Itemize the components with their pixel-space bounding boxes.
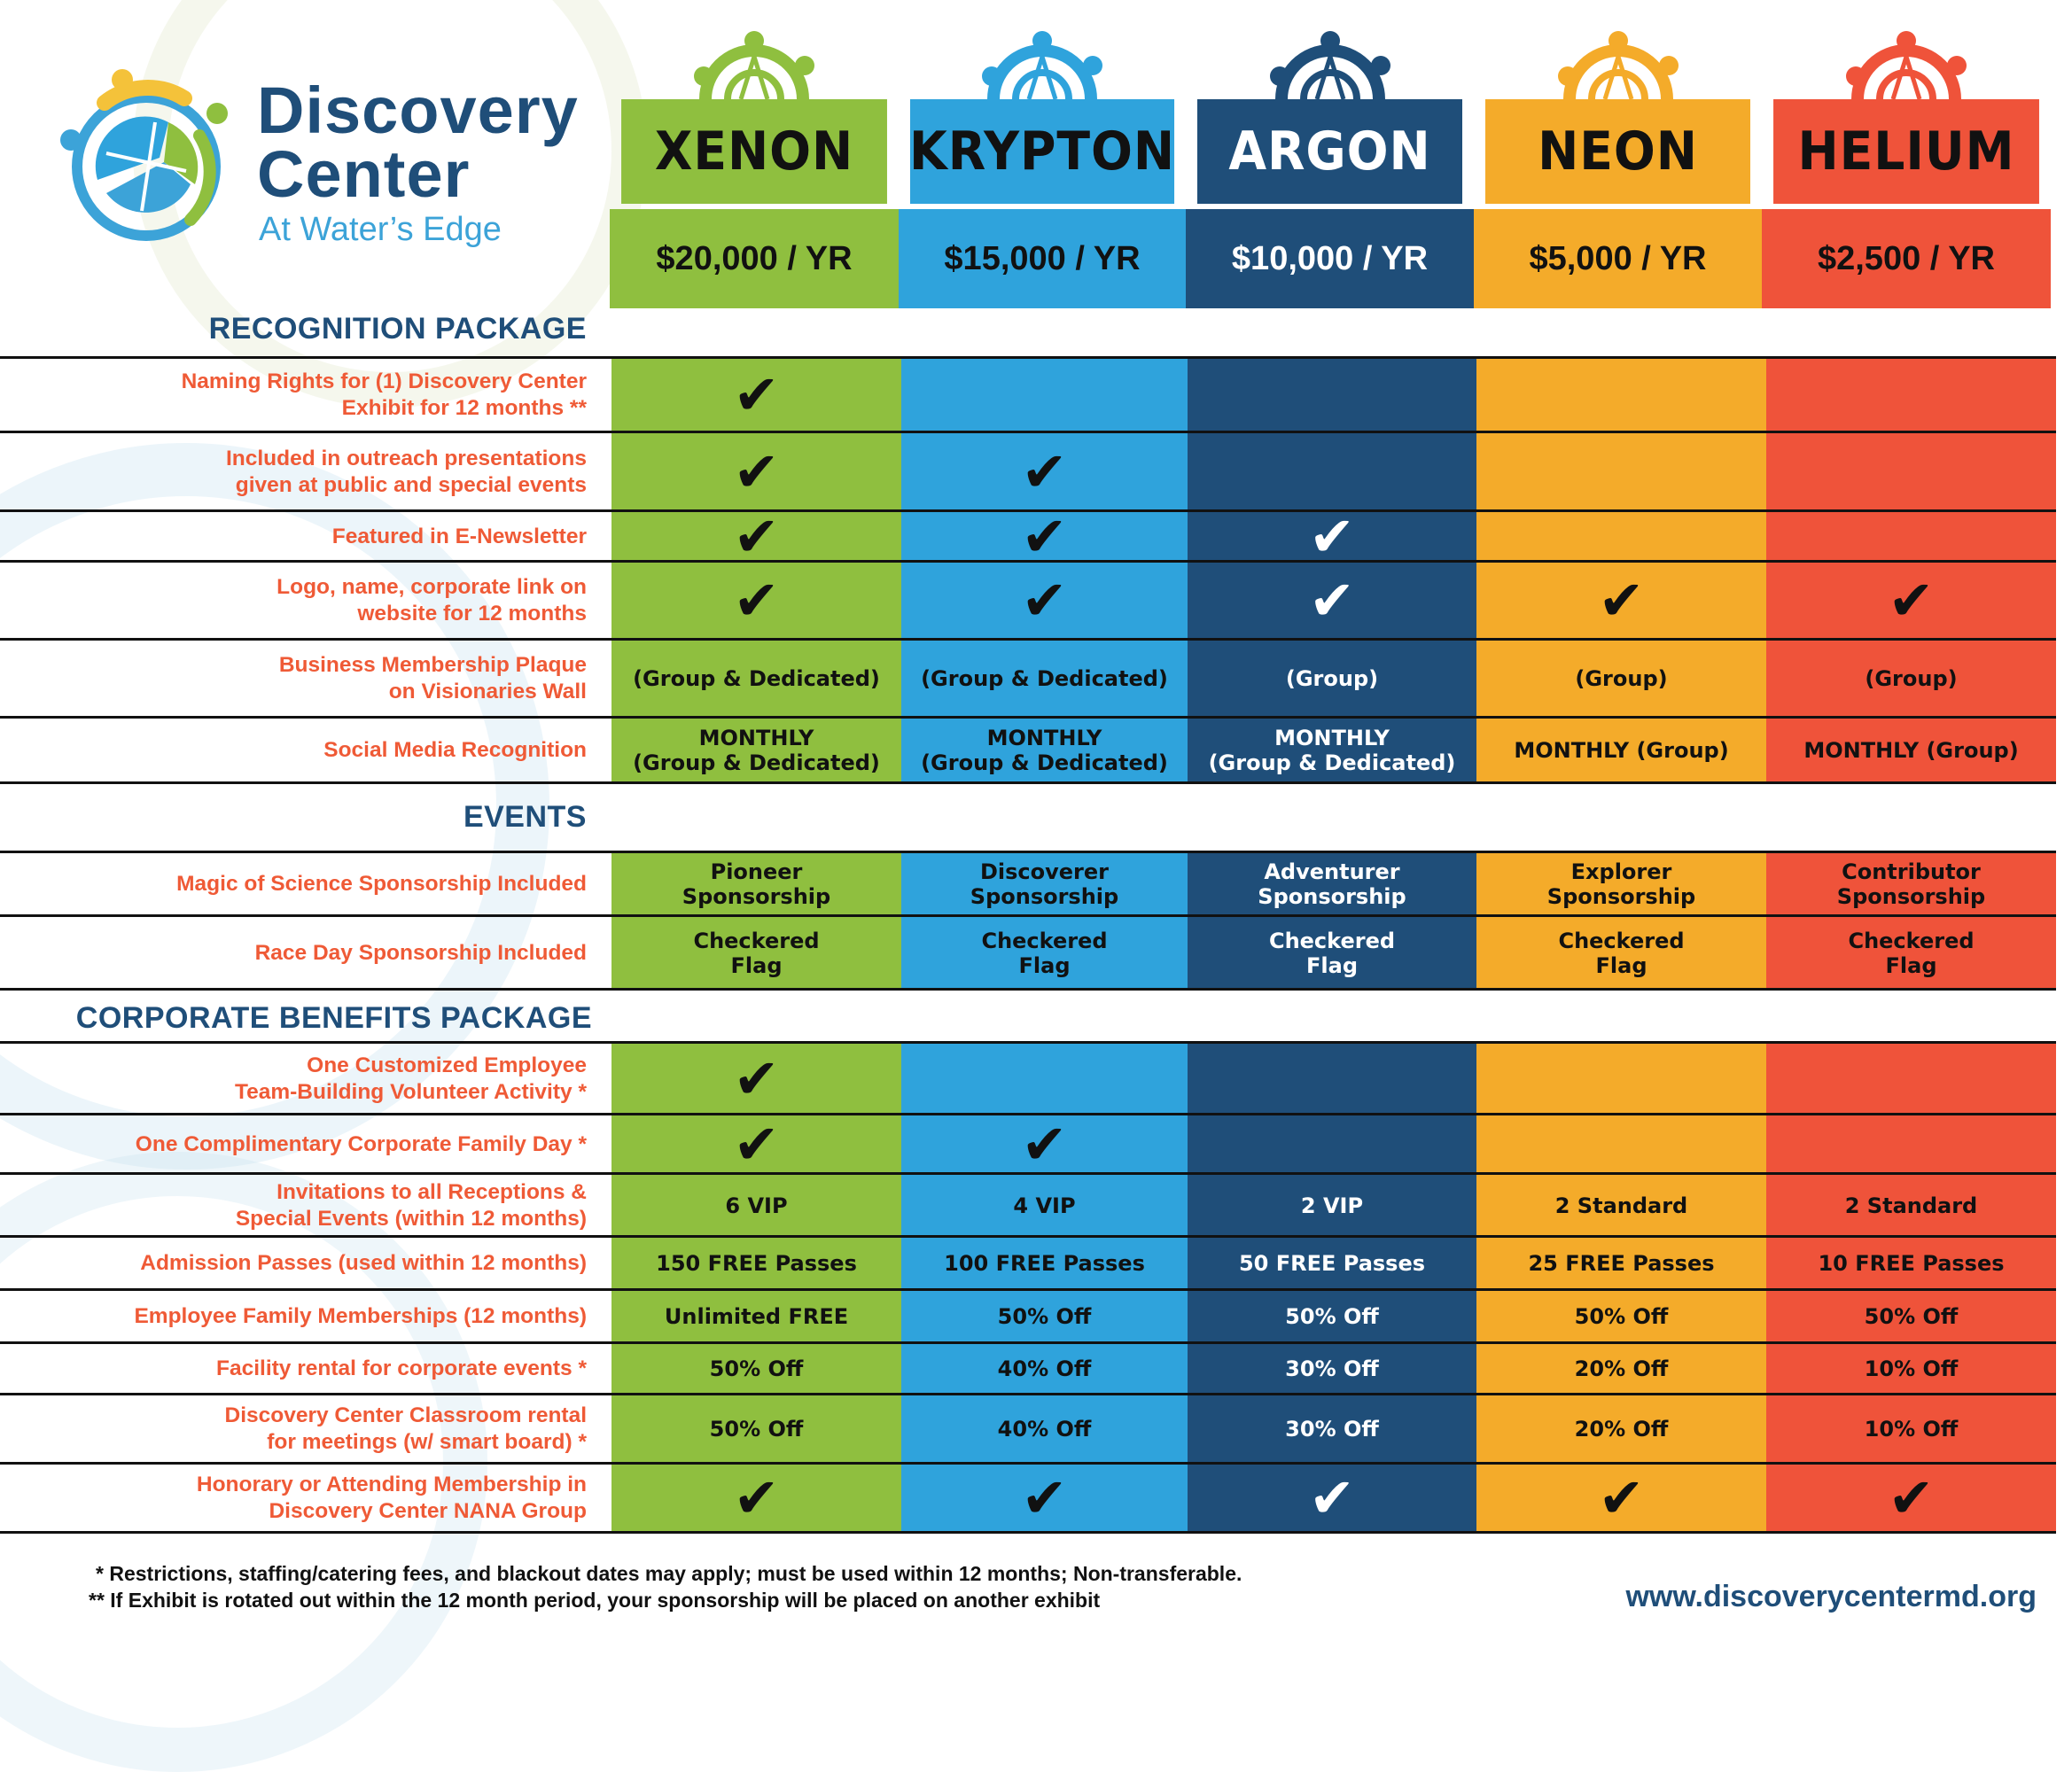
table-cell: 50% Off [709, 1356, 804, 1381]
checkmark-glyph: ✔ [733, 1465, 780, 1530]
checkmark-icon [611, 562, 901, 640]
checkmark-glyph: ✔ [733, 362, 780, 427]
checkmark-glyph: ✔ [733, 439, 780, 504]
row-label: Included in outreach presentations given at public and special events [225, 446, 587, 497]
table-cell: 30% Off [1285, 1417, 1379, 1442]
section-title-corporate: CORPORATE BENEFITS PACKAGE [75, 1001, 592, 1035]
checkmark-icon [901, 1464, 1188, 1533]
website-link[interactable]: www.discoverycentermd.org [1625, 1580, 2037, 1613]
footnote-1: * Restrictions, staffing/catering fees, and blackout dates may apply; must be used within 12 months; Non-transferable. [96, 1562, 1242, 1585]
section-gap [610, 783, 2072, 852]
checkmark-glyph: ✔ [733, 1111, 780, 1177]
table-cell: 150 FREE Passes [656, 1251, 857, 1276]
logo-tagline: At Water’s Edge [259, 211, 502, 248]
globe-logo-icon [53, 60, 248, 255]
checkmark-glyph: ✔ [1598, 568, 1645, 633]
table-cell: (Group) [1285, 666, 1379, 691]
table-cell: Checkered Flag [693, 928, 820, 978]
table-cell: 25 FREE Passes [1528, 1251, 1715, 1276]
table-cell: 2 Standard [1554, 1193, 1688, 1218]
checkmark-glyph: ✔ [733, 503, 780, 569]
table-cell: 6 VIP [725, 1193, 788, 1218]
checkmark-icon [611, 1111, 901, 1177]
table-cell: 10 FREE Passes [1818, 1251, 2005, 1276]
checkmark-glyph: ✔ [733, 568, 780, 633]
tier-name-neon: NEON [1485, 99, 1750, 204]
row-label: Featured in E-Newsletter [331, 524, 587, 548]
table-cell: 50% Off [1574, 1304, 1669, 1329]
table-cell: MONTHLY (Group & Dedicated) [1208, 726, 1456, 775]
checkmark-icon [1476, 1464, 1766, 1533]
checkmark-glyph: ✔ [1021, 568, 1068, 633]
checkmark-glyph: ✔ [1021, 1111, 1068, 1177]
checkmark-icon [901, 1111, 1188, 1177]
checkmark-icon [611, 503, 901, 569]
checkmark-icon [901, 503, 1188, 569]
checkmark-icon [901, 562, 1188, 640]
row-label: One Complimentary Corporate Family Day * [135, 1131, 587, 1156]
tier-name-krypton: KRYPTON [910, 99, 1174, 204]
row-label: Logo, name, corporate link on website for 12 months [277, 575, 587, 626]
section-title-recognition: RECOGNITION PACKAGE [208, 312, 587, 346]
checkmark-glyph: ✔ [1309, 503, 1355, 569]
tier-name-xenon: XENON [621, 99, 887, 204]
row-label: Facility rental for corporate events * [216, 1356, 587, 1380]
tier-price-xenon: $20,000 / YR [610, 209, 899, 308]
argon-people-arc-icon [1264, 30, 1397, 105]
checkmark-glyph: ✔ [1888, 568, 1935, 633]
checkmark-icon [1188, 562, 1476, 640]
row-label: Naming Rights for (1) Discovery Center Exhibit for 12 months ** [181, 369, 587, 420]
tier-price-helium: $2,500 / YR [1762, 209, 2051, 308]
table-cell: MONTHLY (Group) [1514, 738, 1729, 763]
checkmark-icon [1476, 562, 1766, 640]
discovery-center-logo [53, 60, 585, 264]
table-cell: 10% Off [1864, 1356, 1959, 1381]
table-cell: Adventurer Sponsorship [1258, 859, 1406, 909]
checkmark-glyph: ✔ [1021, 503, 1068, 569]
table-cell: 20% Off [1574, 1417, 1669, 1442]
row-label: One Customized Employee Team-Building Volunteer Activity * [234, 1053, 587, 1104]
checkmark-glyph: ✔ [1309, 1465, 1355, 1530]
table-cell: 100 FREE Passes [944, 1251, 1145, 1276]
tier-price-argon: $10,000 / YR [1186, 209, 1474, 308]
table-cell: (Group) [1865, 666, 1958, 691]
tier-name-helium: HELIUM [1773, 99, 2039, 204]
table-cell: MONTHLY (Group & Dedicated) [633, 726, 880, 775]
table-cell: Checkered Flag [981, 928, 1108, 978]
table-cell: 4 VIP [1013, 1193, 1076, 1218]
table-cell: Checkered Flag [1558, 928, 1685, 978]
table-cell: (Group & Dedicated) [633, 666, 880, 691]
table-cell: Checkered Flag [1848, 928, 1975, 978]
table-cell: Pioneer Sponsorship [682, 859, 831, 909]
logo-name-line1: Discovery [257, 74, 579, 147]
checkmark-icon [901, 432, 1188, 511]
row-label: Admission Passes (used within 12 months) [140, 1251, 587, 1275]
table-cell: 50% Off [1864, 1304, 1959, 1329]
checkmark-icon [611, 1464, 901, 1533]
row-label: Business Membership Plaque on Visionaries Wall [278, 653, 587, 703]
row-label: Social Media Recognition [323, 738, 587, 762]
table-cell: Discoverer Sponsorship [970, 859, 1119, 909]
table-cell: Checkered Flag [1268, 928, 1396, 978]
table-cell: (Group) [1575, 666, 1668, 691]
checkmark-glyph: ✔ [1598, 1465, 1645, 1530]
table-cell: 30% Off [1285, 1356, 1379, 1381]
footnote-2: ** If Exhibit is rotated out within the 12 month period, your sponsorship will be placed on another exhibit [89, 1589, 1101, 1612]
table-cell: 20% Off [1574, 1356, 1669, 1381]
tier-price-neon: $5,000 / YR [1474, 209, 1762, 308]
checkmark-icon [611, 432, 901, 511]
row-label: Honorary or Attending Membership in Discovery Center NANA Group [196, 1473, 587, 1523]
row-label: Employee Family Memberships (12 months) [134, 1304, 587, 1328]
table-cell: 10% Off [1864, 1417, 1959, 1442]
row-label: Race Day Sponsorship Included [254, 940, 587, 965]
section-gap [610, 990, 2072, 1043]
table-cell: Explorer Sponsorship [1546, 859, 1696, 909]
table-cell: 50% Off [1285, 1304, 1379, 1329]
checkmark-glyph: ✔ [1021, 439, 1068, 504]
krypton-people-arc-icon [976, 30, 1109, 105]
neon-people-arc-icon [1552, 30, 1685, 105]
table-cell: 50% Off [997, 1304, 1092, 1329]
helium-people-arc-icon [1840, 30, 1973, 105]
table-cell: 40% Off [997, 1356, 1092, 1381]
xenon-people-arc-icon [688, 30, 821, 105]
row-label: Invitations to all Receptions & Special Events (within 12 months) [235, 1179, 587, 1231]
tier-price-krypton: $15,000 / YR [899, 209, 1186, 308]
tier-name-argon: ARGON [1197, 99, 1462, 204]
checkmark-icon [611, 358, 901, 432]
checkmark-icon [1188, 503, 1476, 569]
table-cell: 2 VIP [1300, 1193, 1364, 1218]
table-cell: MONTHLY (Group) [1803, 738, 2019, 763]
checkmark-icon [1766, 1464, 2056, 1533]
row-label: Discovery Center Classroom rental for meetings (w/ smart board) * [224, 1403, 587, 1454]
table-cell: 2 Standard [1844, 1193, 1978, 1218]
table-cell: 50% Off [709, 1417, 804, 1442]
table-cell: (Group & Dedicated) [921, 666, 1168, 691]
row-label: Magic of Science Sponsorship Included [176, 872, 587, 896]
table-cell: Unlimited FREE [664, 1304, 849, 1329]
checkmark-glyph: ✔ [1309, 568, 1355, 633]
checkmark-icon [1766, 562, 2056, 640]
checkmark-glyph: ✔ [1021, 1465, 1068, 1530]
checkmark-glyph: ✔ [1888, 1465, 1935, 1530]
checkmark-glyph: ✔ [733, 1045, 780, 1111]
table-cell: 40% Off [997, 1417, 1092, 1442]
section-title-events: EVENTS [463, 800, 587, 834]
checkmark-icon [611, 1043, 901, 1115]
table-cell: Contributor Sponsorship [1836, 859, 1986, 909]
checkmark-icon [1188, 1464, 1476, 1533]
table-cell: 50 FREE Passes [1238, 1251, 1426, 1276]
table-cell: MONTHLY (Group & Dedicated) [921, 726, 1168, 775]
logo-name-line2: Center [257, 137, 471, 211]
